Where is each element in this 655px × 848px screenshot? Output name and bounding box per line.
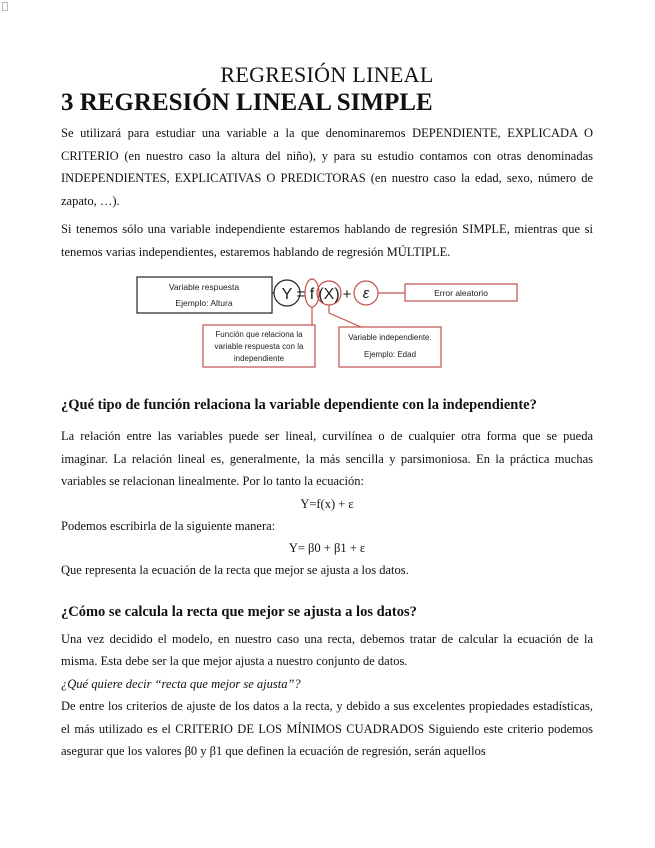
- equation-1: Y=f(x) + ε: [300, 496, 354, 511]
- function-label-3: independiente: [233, 354, 285, 363]
- function-label-1: Función que relaciona la: [215, 330, 303, 339]
- response-label-1: Variable respuesta: [168, 282, 240, 292]
- italic-question: ¿Qué quiere decir “recta que mejor se ajusta”?: [61, 676, 301, 691]
- document-body: [61, 62, 593, 763]
- independent-label-2: Ejemplo: Edad: [363, 350, 417, 359]
- question-heading-1: ¿Qué tipo de función relaciona la variable dependiente con la independiente?: [61, 397, 537, 413]
- function-label-2: variable respuesta con la: [214, 342, 304, 351]
- document-title: REGRESIÓN LINEAL: [220, 62, 434, 87]
- paragraph-line-meaning: Que representa la ecuación de la recta que mejor se ajusta a los datos.: [61, 563, 409, 577]
- question-heading-2: ¿Cómo se calcula la recta que mejor se ajusta a los datos?: [61, 603, 417, 620]
- paragraph-intro: Se utilizará para estudiar una variable a la que denominaremos DEPENDIENTE, EXPLICADA O CRITERIO (en nuestro caso la altura del niño), y para su estudio contamos con otras denominadas INDEPENDIENTES, EXPLICATIVAS O PREDICTORAS (en nuestro caso la edad, sexo, número de zapato, …).: [61, 126, 593, 208]
- eq-plus: +: [342, 286, 352, 303]
- page-corner-mark: [2, 2, 8, 11]
- equation-2: Y= β0 + β1 + ε: [288, 541, 366, 555]
- eq-x: (X): [318, 286, 340, 303]
- section-heading: 3 REGRESIÓN LINEAL SIMPLE: [61, 89, 433, 116]
- error-label: Error aleatorio: [434, 288, 488, 298]
- independent-label-1: Variable independiente.: [348, 333, 432, 342]
- eq-f: f: [309, 286, 315, 303]
- paragraph-least-squares: De entre los criterios de ajuste de los datos a la recta, y debido a sus excelentes propiedades estadísticas, el más utilizado es el CRITERIO DE LOS MÍNIMOS CUADRADOS Siguiendo este criterio podemos asegurar que los valores β0 y β1 que definen la ecuación de regresión, serán aquellos: [61, 699, 593, 758]
- response-label-2: Ejemplo: Altura: [175, 298, 233, 308]
- eq-epsilon: ε: [362, 285, 370, 302]
- regression-diagram: [61, 273, 593, 373]
- paragraph-rewrite: Podemos escribirla de la siguiente manera:: [61, 518, 276, 533]
- regression-diagram-svg: [61, 273, 593, 373]
- paragraph-simple-multiple: Si tenemos sólo una variable independiente estaremos hablando de regresión SIMPLE, mientras que si tenemos varias independientes, estaremos hablando de regresión MÚLTIPLE.: [61, 222, 593, 259]
- eq-equals: =: [296, 286, 306, 303]
- paragraph-relation: La relación entre las variables puede ser lineal, curvilínea o de cualquier otra forma que se pueda imaginar. La relación lineal es, generalmente, la más sencilla y parsimoniosa. En la práctica muchas variables se relacionan linealmente. Por lo tanto la ecuación:: [61, 429, 593, 488]
- paragraph-model: Una vez decidido el modelo, en nuestro caso una recta, debemos tratar de calcular la ecuación de la misma. Esta debe ser la que mejor ajusta a nuestro conjunto de datos.: [61, 631, 593, 668]
- eq-y: Y: [281, 286, 293, 303]
